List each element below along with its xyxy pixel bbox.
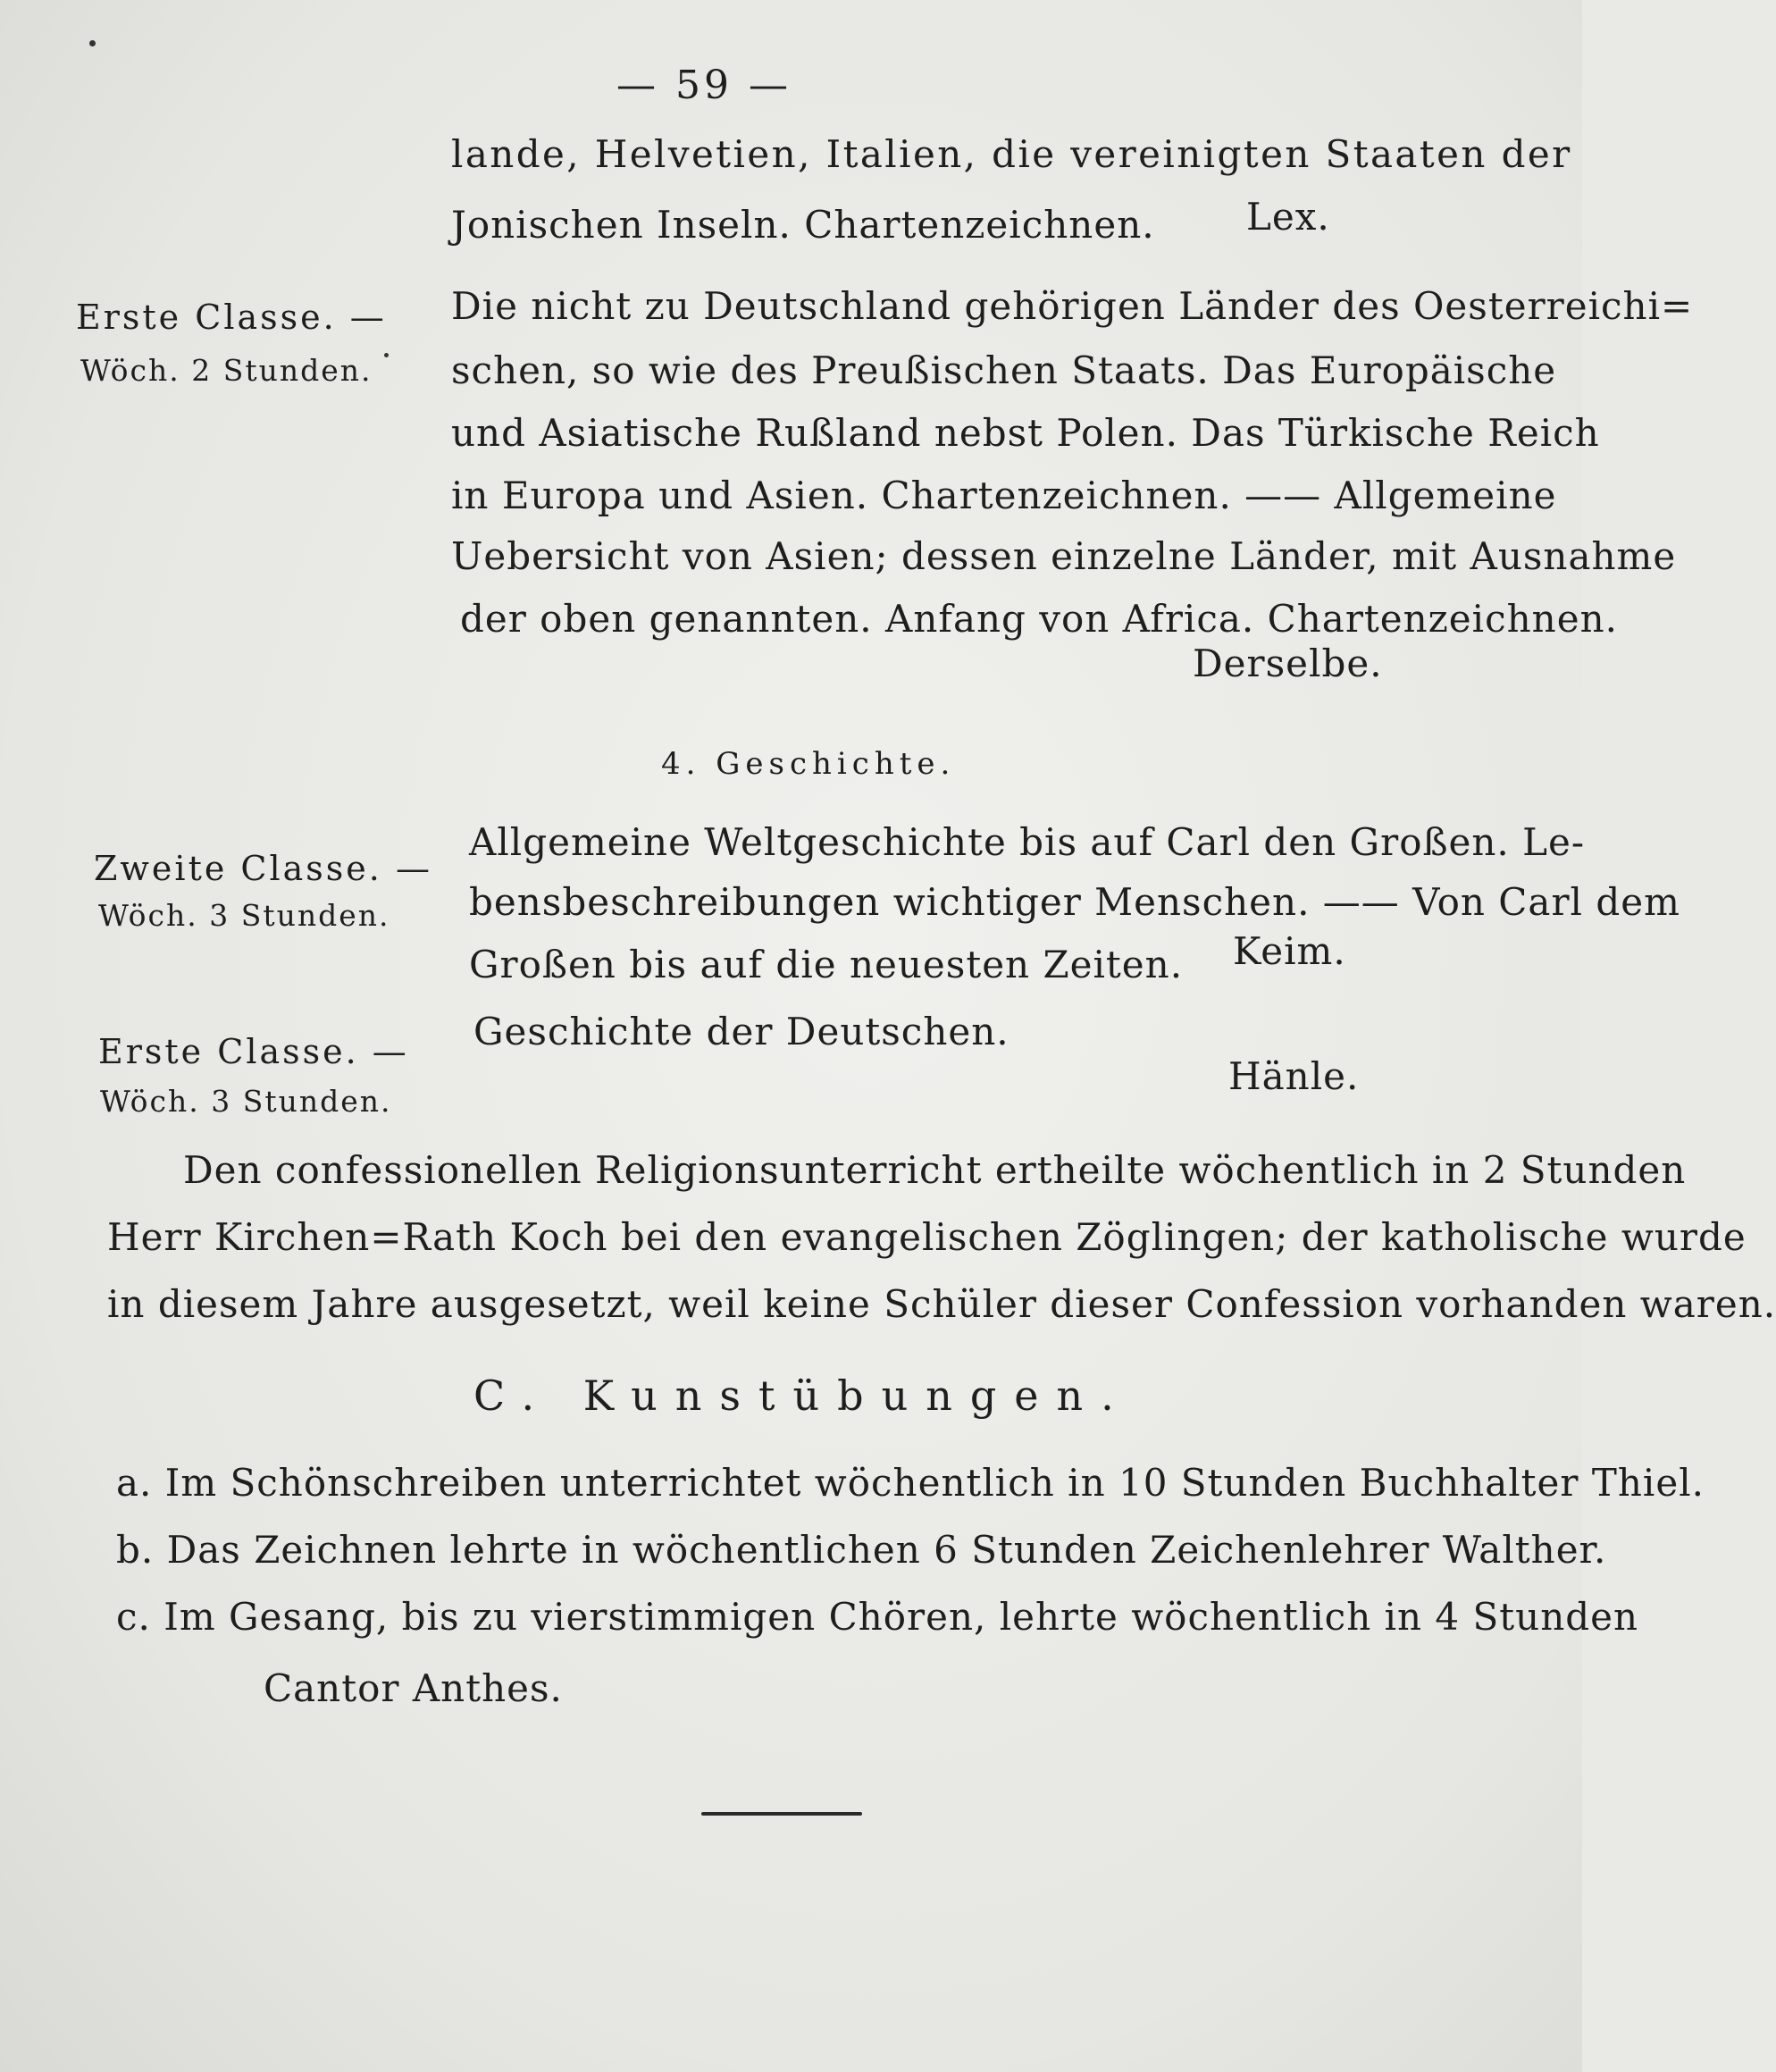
erste-classe-geo-line-5: Uebersicht von Asien; dessen einzelne Länder, mit Ausnahme	[451, 534, 1677, 578]
erste-classe-geo-line-6: der oben genannten. Anfang von Africa. Chartenzeichnen.	[460, 597, 1618, 641]
religion-line-1: Den confessionellen Religionsunterricht ertheilte wöchentlich in 2 Stunden	[183, 1148, 1687, 1192]
geschichte-heading: 4. Geschichte.	[661, 746, 956, 782]
erste-classe-geo-author: Derselbe.	[1193, 642, 1383, 685]
zweite-classe-hours: Wöch. 3 Stunden.	[98, 898, 390, 933]
kunst-item-a: a. Im Schönschreiben unterrichtet wöchentlich in 10 Stunden Buchhalter Thiel.	[116, 1461, 1705, 1505]
erste-classe-hist-hours: Wöch. 3 Stunden.	[100, 1084, 392, 1119]
erste-classe-geo-label: Erste Classe. —	[76, 298, 387, 337]
erste-classe-geo-line-4: in Europa und Asien. Chartenzeichnen. —— Allgemeine	[451, 474, 1557, 517]
closing-rule	[701, 1812, 862, 1816]
erste-classe-hist-author: Hänle.	[1228, 1054, 1360, 1098]
zweite-classe-line-3: Großen bis auf die neuesten Zeiten.	[469, 943, 1184, 986]
kunst-item-c: c. Im Gesang, bis zu vierstimmigen Chören, lehrte wöchentlich in 4 Stunden	[116, 1595, 1639, 1639]
page-number: — 59 —	[616, 63, 792, 108]
erste-classe-geo-hours: Wöch. 2 Stunden.	[80, 353, 373, 388]
geo-cont-line-1: lande, Helvetien, Italien, die vereinigten Staaten der	[451, 132, 1572, 176]
erste-classe-geo-line-3: und Asiatische Rußland nebst Polen. Das Türkische Reich	[451, 411, 1600, 455]
erste-classe-geo-line-1: Die nicht zu Deutschland gehörigen Länder des Oesterreichi=	[451, 284, 1694, 328]
geo-cont-author: Lex.	[1246, 195, 1330, 239]
zweite-classe-line-1: Allgemeine Weltgeschichte bis auf Carl den Großen. Le-	[469, 820, 1586, 864]
kunst-item-c-cont: Cantor Anthes.	[264, 1666, 563, 1710]
erste-classe-geo-line-2: schen, so wie des Preußischen Staats. Das Europäische	[451, 348, 1557, 392]
erste-classe-hist-label: Erste Classe. —	[98, 1032, 409, 1071]
erste-classe-hist-line: Geschichte der Deutschen.	[473, 1010, 1009, 1053]
zweite-classe-line-2: bensbeschreibungen wichtiger Menschen. —— Von Carl dem	[469, 880, 1680, 924]
kunst-heading: C. Kunstübungen.	[473, 1372, 1132, 1420]
religion-line-2: Herr Kirchen=Rath Koch bei den evangelischen Zöglingen; der katholische wurde	[107, 1215, 1747, 1259]
religion-line-3: in diesem Jahre ausgesetzt, weil keine Schüler dieser Confession vorhanden waren.	[107, 1282, 1776, 1326]
zweite-classe-author: Keim.	[1233, 929, 1346, 973]
print-speck	[384, 353, 389, 357]
print-speck	[89, 40, 96, 46]
geo-cont-line-2: Jonischen Inseln. Chartenzeichnen.	[451, 203, 1155, 247]
zweite-classe-label: Zweite Classe. —	[94, 849, 432, 888]
kunst-item-b: b. Das Zeichnen lehrte in wöchentlichen 6 Stunden Zeichenlehrer Walther.	[116, 1528, 1607, 1572]
